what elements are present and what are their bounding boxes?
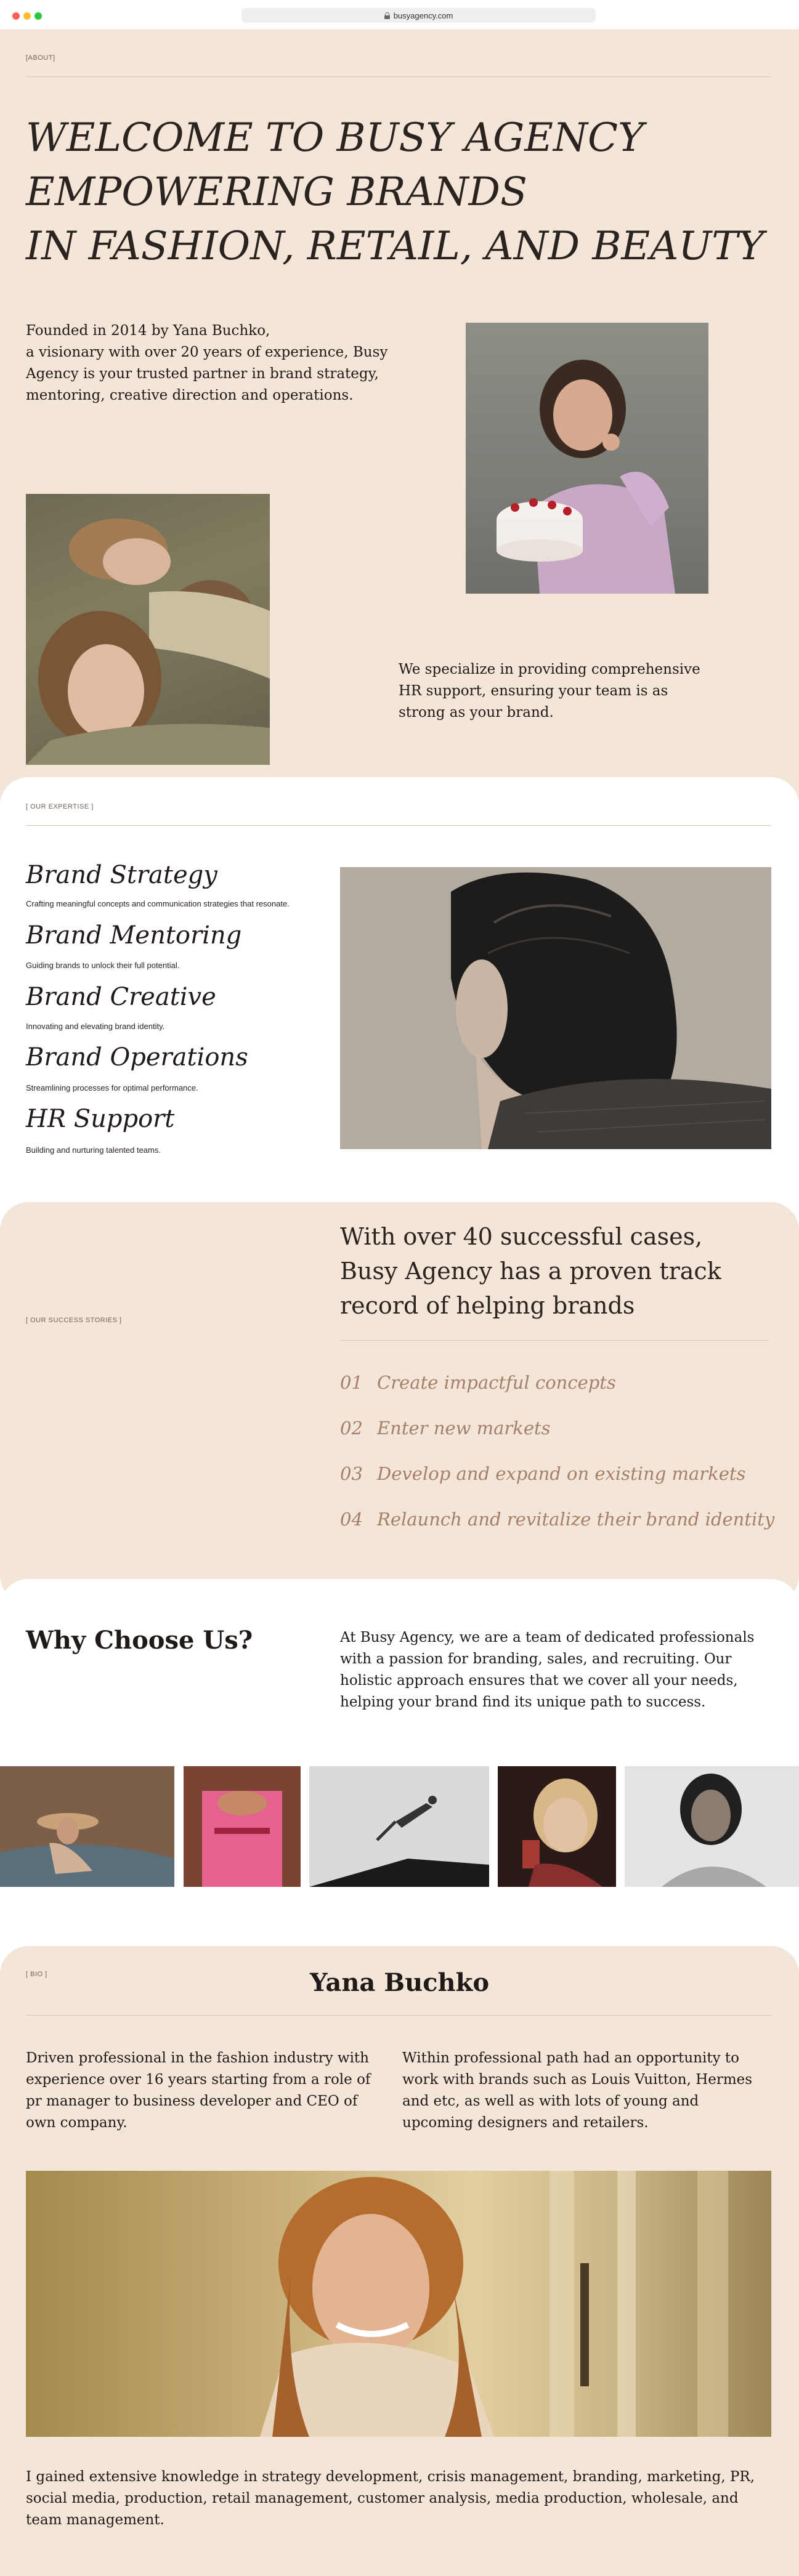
maximize-window-button[interactable] bbox=[34, 12, 42, 20]
hero-line: IN FASHION, RETAIL, AND BEAUTY bbox=[26, 224, 765, 269]
intro-text bbox=[26, 320, 389, 406]
why-text: At Busy Agency, we are a team of dedicated professionals with a passion for branding, sales, and recruiting. Our holistic approach ensures that we cover all your needs, helping your brand find its unique path to success. bbox=[340, 1629, 755, 1710]
woman-with-cake-photo bbox=[466, 323, 708, 594]
service-desc: Crafting meaningful concepts and communication strategies that resonate. bbox=[26, 899, 290, 908]
about-tag: [ABOUT] bbox=[26, 54, 55, 62]
divider bbox=[26, 76, 771, 77]
hero-line: WELCOME TO BUSY AGENCY bbox=[26, 115, 644, 161]
service-desc: Innovating and elevating brand identity. bbox=[26, 1022, 165, 1031]
bio-left-text: Driven professional in the fashion industry with experience over 16 years starting from a role of pr manager to business developer and CEO of own company. bbox=[26, 2050, 371, 2131]
service-title: Brand Operations bbox=[26, 1043, 248, 1072]
three-women-photo bbox=[26, 494, 270, 765]
success-item bbox=[340, 1463, 745, 1484]
success-item-number: 04 bbox=[340, 1509, 363, 1530]
success-item-text: Create impactful concepts bbox=[377, 1372, 616, 1393]
service-desc: Streamlining processes for optimal performance. bbox=[26, 1083, 198, 1092]
address-bar[interactable] bbox=[241, 8, 596, 23]
specialize-text: We specialize in providing comprehensive HR support, ensuring your team is as strong as your brand. bbox=[399, 661, 700, 721]
service-title: Brand Strategy bbox=[26, 861, 217, 889]
success-item bbox=[340, 1418, 551, 1439]
bio-tag: [ BIO ] bbox=[26, 1971, 47, 1978]
divider bbox=[26, 2015, 771, 2016]
slicked-hair-photo bbox=[340, 867, 771, 1149]
bio-right-text: Within professional path had an opportunity to work with brands such as Louis Vuitton, Hermes and etc, as well as with lots of young and upcoming designers and retailers. bbox=[402, 2050, 753, 2131]
service-title: Brand Creative bbox=[26, 983, 216, 1011]
success-item-text: Relaunch and revitalize their brand identity bbox=[377, 1509, 775, 1530]
success-item-number: 03 bbox=[340, 1463, 363, 1484]
intro-line: Founded in 2014 by Yana Buchko, bbox=[26, 323, 270, 339]
success-item bbox=[340, 1509, 774, 1530]
service-title: Brand Mentoring bbox=[26, 921, 242, 950]
browser-toolbar bbox=[0, 0, 799, 30]
success-item-text: Enter new markets bbox=[377, 1418, 551, 1439]
why-title: Why Choose Us? bbox=[26, 1626, 253, 1655]
lock-icon bbox=[384, 12, 390, 19]
yana-buchko-photo bbox=[26, 2171, 771, 2437]
woman-with-drink-photo bbox=[498, 1766, 616, 1887]
service-desc: Guiding brands to unlock their full potential. bbox=[26, 961, 180, 970]
success-headline: With over 40 successful cases, Busy Agency has a proven track record of helping brands bbox=[340, 1223, 721, 1319]
hero-line: EMPOWERING BRANDS bbox=[26, 169, 527, 215]
success-item-number: 02 bbox=[340, 1418, 363, 1439]
divider bbox=[26, 825, 771, 826]
bio-name: Yana Buchko bbox=[309, 1968, 489, 1997]
success-item bbox=[340, 1372, 616, 1393]
pink-outfit-photo bbox=[184, 1766, 301, 1887]
success-tag: [ OUR SUCCESS STORIES ] bbox=[26, 1317, 122, 1324]
divider bbox=[340, 1340, 769, 1341]
service-title: HR Support bbox=[26, 1105, 175, 1133]
success-item-number: 01 bbox=[340, 1372, 363, 1393]
woman-portrait-bw-photo bbox=[625, 1766, 799, 1887]
hero-heading bbox=[26, 111, 765, 273]
success-item-text: Develop and expand on existing markets bbox=[377, 1463, 746, 1484]
close-window-button[interactable] bbox=[12, 12, 20, 20]
bio-summary-text: I gained extensive knowledge in strategy development, crisis management, branding, marketing, PR, social media, production, retail management, customer analysis, media production, wholesale, and team management. bbox=[26, 2469, 755, 2528]
expertise-tag: [ OUR EXPERTISE ] bbox=[26, 803, 94, 810]
minimize-window-button[interactable] bbox=[23, 12, 31, 20]
diver-photo bbox=[309, 1766, 489, 1887]
intro-line: a visionary with over 20 years of experience, Busy Agency is your trusted partner in brand strategy, mentoring, creative direction and operations. bbox=[26, 344, 388, 403]
service-desc: Building and nurturing talented teams. bbox=[26, 1145, 161, 1155]
url-text: busyagency.com bbox=[393, 10, 453, 20]
woman-on-rocks-photo bbox=[0, 1766, 174, 1887]
